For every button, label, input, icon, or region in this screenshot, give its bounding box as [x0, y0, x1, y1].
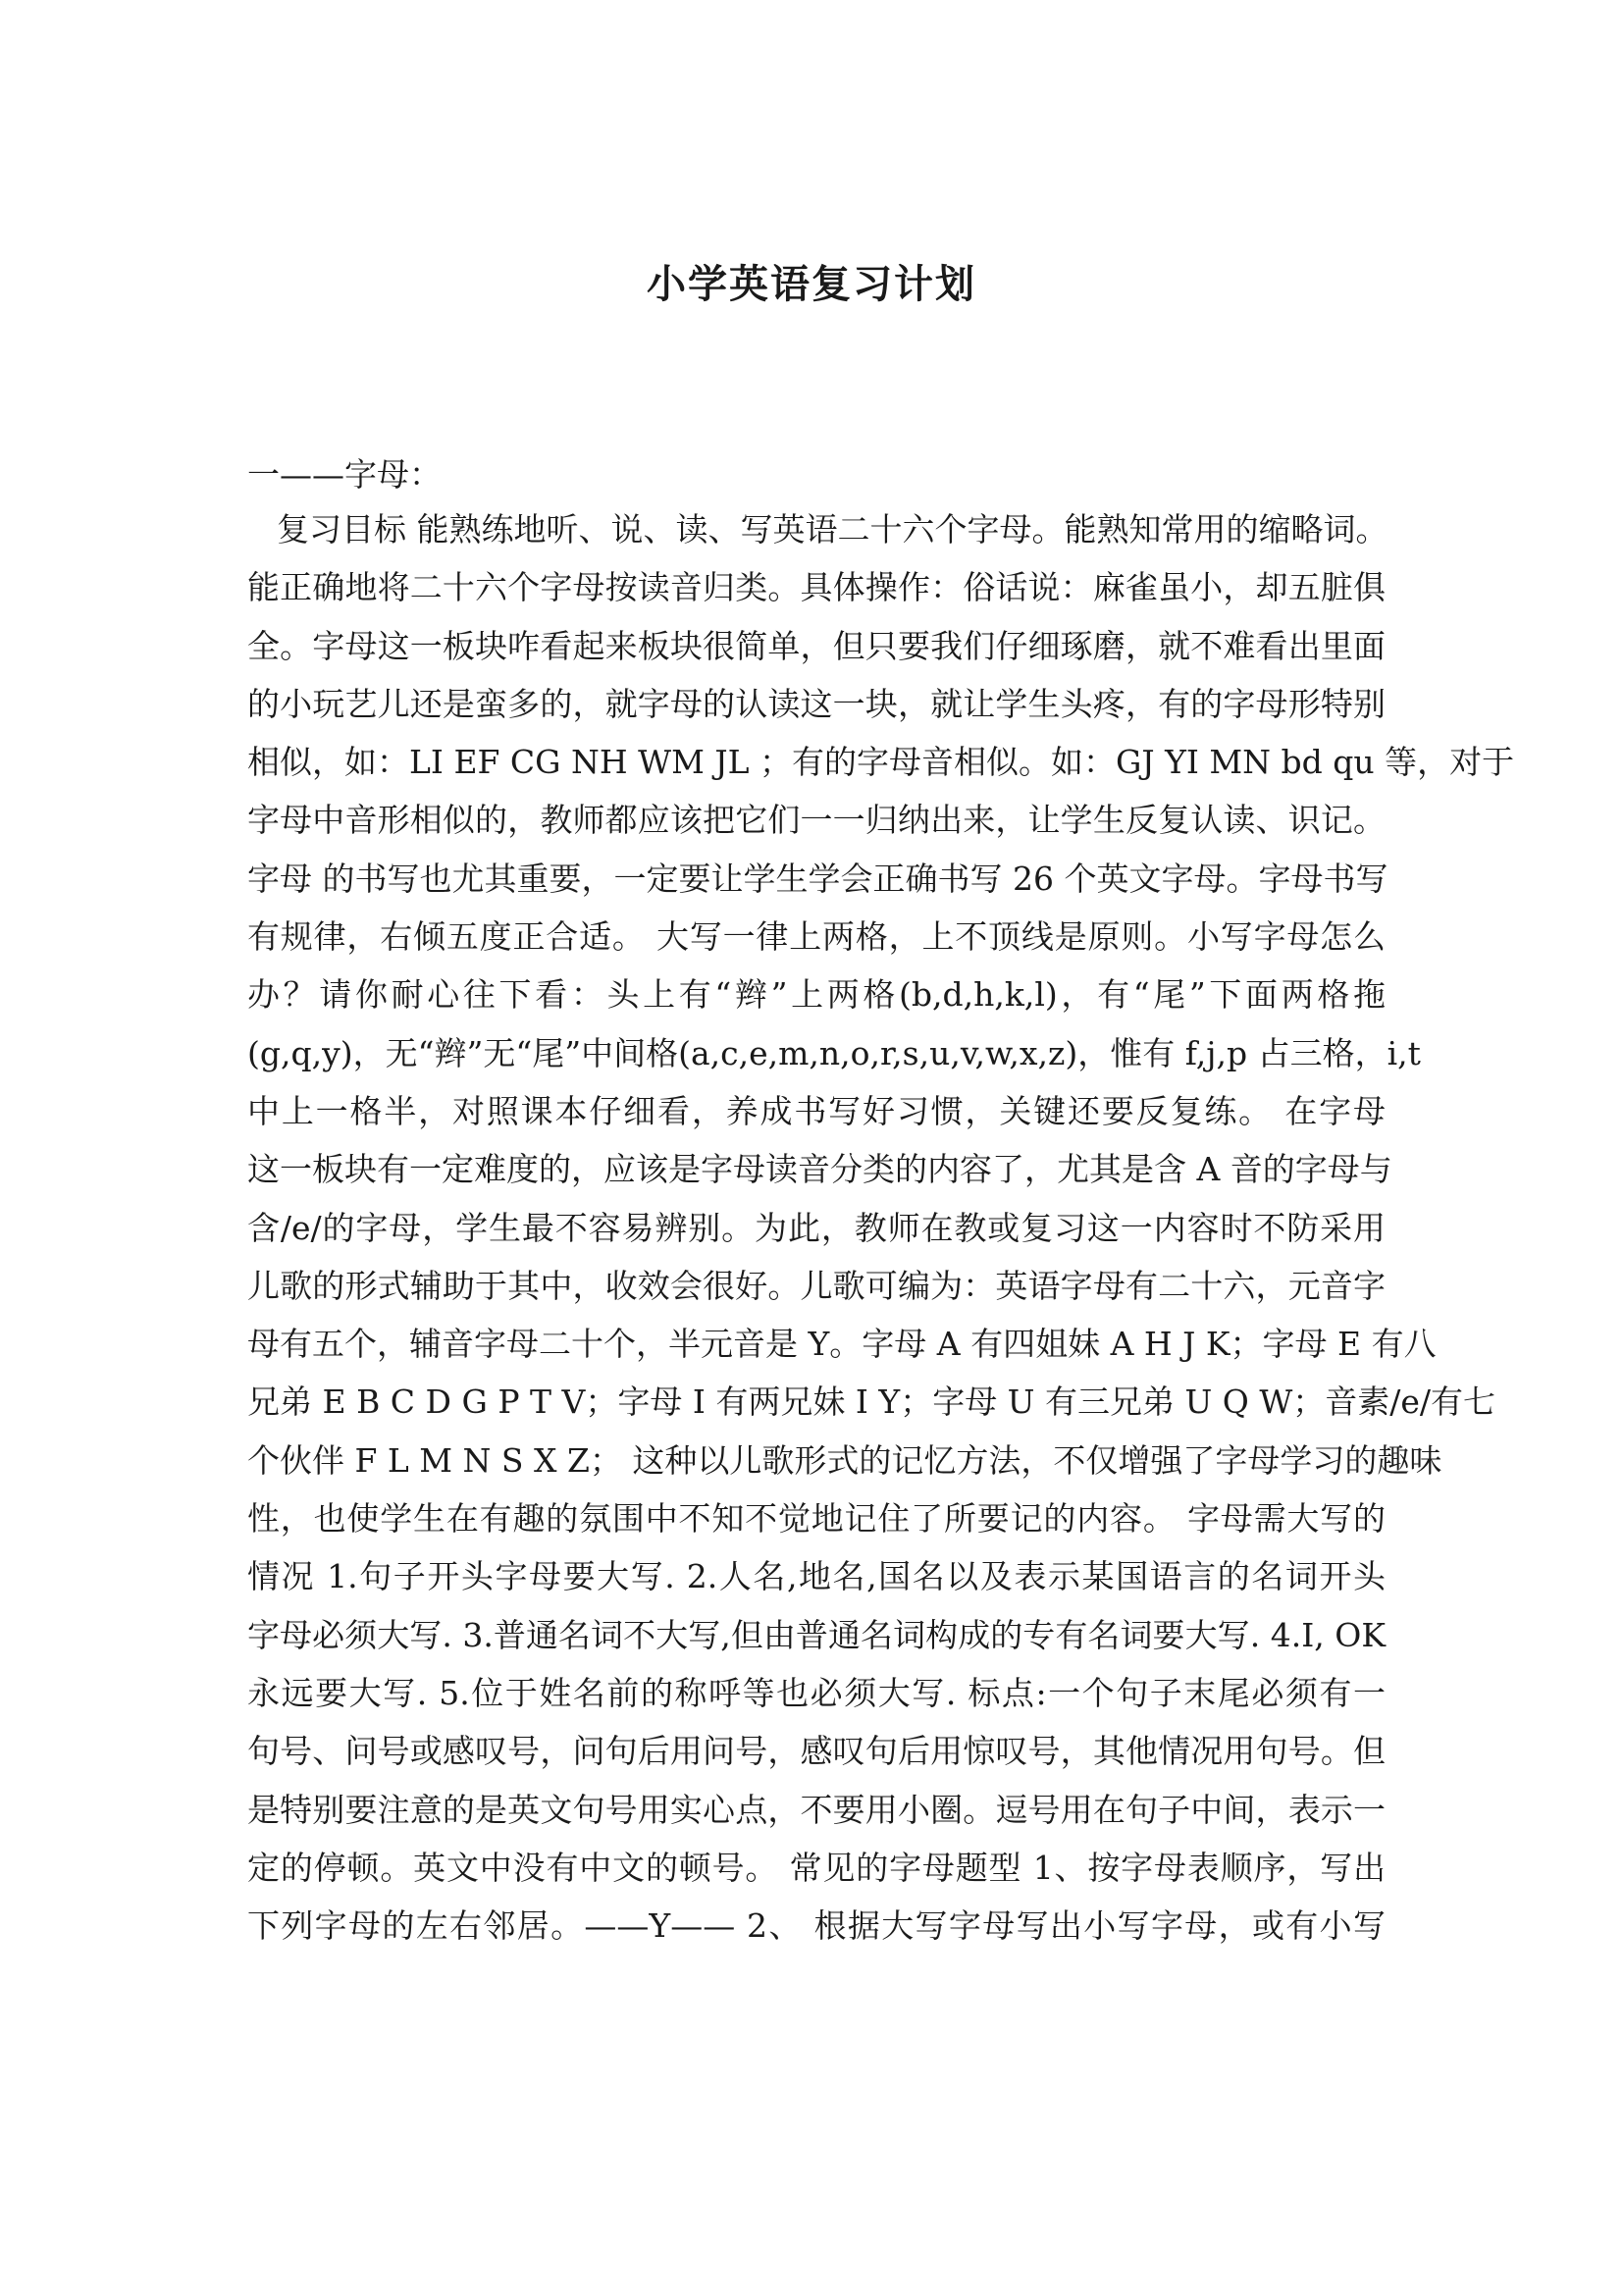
text-line: 这一板块有一定难度的，应该是字母读音分类的内容了，尤其是含 A 音的字母与 [247, 1150, 1392, 1189]
text-line: 字母 的书写也尤其重要，一定要让学生学会正确书写 26 个英文字母。字母书写 [247, 859, 1388, 898]
text-line: 个伙伴 F L M N S X Z； 这种以儿歌形式的记忆方法，不仅增强了字母学习的趣味 [247, 1440, 1442, 1480]
text-line: 全。字母这一板块咋看起来板块很简单，但只要我们仔细琢磨，就不难看出里面 [247, 626, 1386, 665]
text-line: 相似，如：LI EF CG NH WM JL ；有的字母音相似。如：GJ YI MN bd qu 等，对于 [247, 743, 1515, 782]
text-line: 母有五个，辅音字母二十个，半元音是 Y。字母 A 有四姐妹 A H J K；字母 E 有八 [247, 1325, 1437, 1364]
text-line: 是特别要注意的是英文句号用实心点，不要用小圈。逗号用在句子中间，表示一 [247, 1790, 1386, 1829]
text-line: 含/e/的字母，学生最不容易辨别。为此，教师在教或复习这一内容时不防采用 [247, 1208, 1386, 1247]
text-line: 中上一格半，对照课本仔细看，养成书写好习惯，关键还要反复练。 在字母 [247, 1091, 1386, 1130]
text-line: 情况 1.句子开头字母要大写. 2.人名,地名,国名以及表示某国语言的名词开头 [247, 1557, 1386, 1596]
text-line: 儿歌的形式辅助于其中，收效会很好。儿歌可编为：英语字母有二十六，元音字 [247, 1266, 1386, 1305]
text-line: 办？请你耐心往下看：头上有“辫”上两格(b,d,h,k,l)，有“尾”下面两格拖 [247, 975, 1386, 1015]
text-line: 能正确地将二十六个字母按读音归类。具体操作：俗话说：麻雀虽小，却五脏俱 [247, 568, 1386, 607]
text-line: 字母中音形相似的，教师都应该把它们一一归纳出来，让学生反复认读、识记。 [247, 801, 1386, 840]
text-line: 兄弟 E B C D G P T V；字母 I 有两兄妹 I Y；字母 U 有三兄弟 U Q W；音素/e/有七 [247, 1383, 1495, 1422]
text-line: 定的停顿。英文中没有中文的顿号。 常见的字母题型 1、按字母表顺序，写出 [247, 1848, 1386, 1887]
text-line: 有规律，右倾五度正合适。 大写一律上两格，上不顶线是原则。小写字母怎么 [247, 917, 1386, 957]
text-line: 复习目标 能熟练地听、说、读、写英语二十六个字母。能熟知常用的缩略词。 [277, 510, 1388, 548]
text-line: 字母必须大写. 3.普通名词不大写,但由普通名词构成的专有名词要大写. 4.I, OK [247, 1615, 1386, 1654]
document-title: 小学英语复习计划 [647, 261, 976, 307]
text-line: 的小玩艺儿还是蛮多的，就字母的认读这一块，就让学生头疼，有的字母形特别 [247, 684, 1386, 723]
section-heading: 一——字母： [247, 455, 442, 494]
text-line: 永远要大写. 5.位于姓名前的称呼等也必须大写. 标点:一个句子末尾必须有一 [247, 1673, 1386, 1712]
text-line: 下列字母的左右邻居。——Y—— 2、 根据大写字母写出小写字母，或有小写 [247, 1906, 1386, 1946]
text-line: 句号、问号或感叹号，问句后用问号，感叹句后用惊叹号，其他情况用句号。但 [247, 1732, 1386, 1771]
text-line: (g,q,y)，无“辫”无“尾”中间格(a,c,e,m,n,o,r,s,u,v,w,x,z)，惟有 f,j,p 占三格，i,t [247, 1033, 1421, 1072]
text-line: 性，也使学生在有趣的氛围中不知不觉地记住了所要记的内容。 字母需大写的 [247, 1499, 1386, 1539]
body-text [247, 500, 1515, 1955]
